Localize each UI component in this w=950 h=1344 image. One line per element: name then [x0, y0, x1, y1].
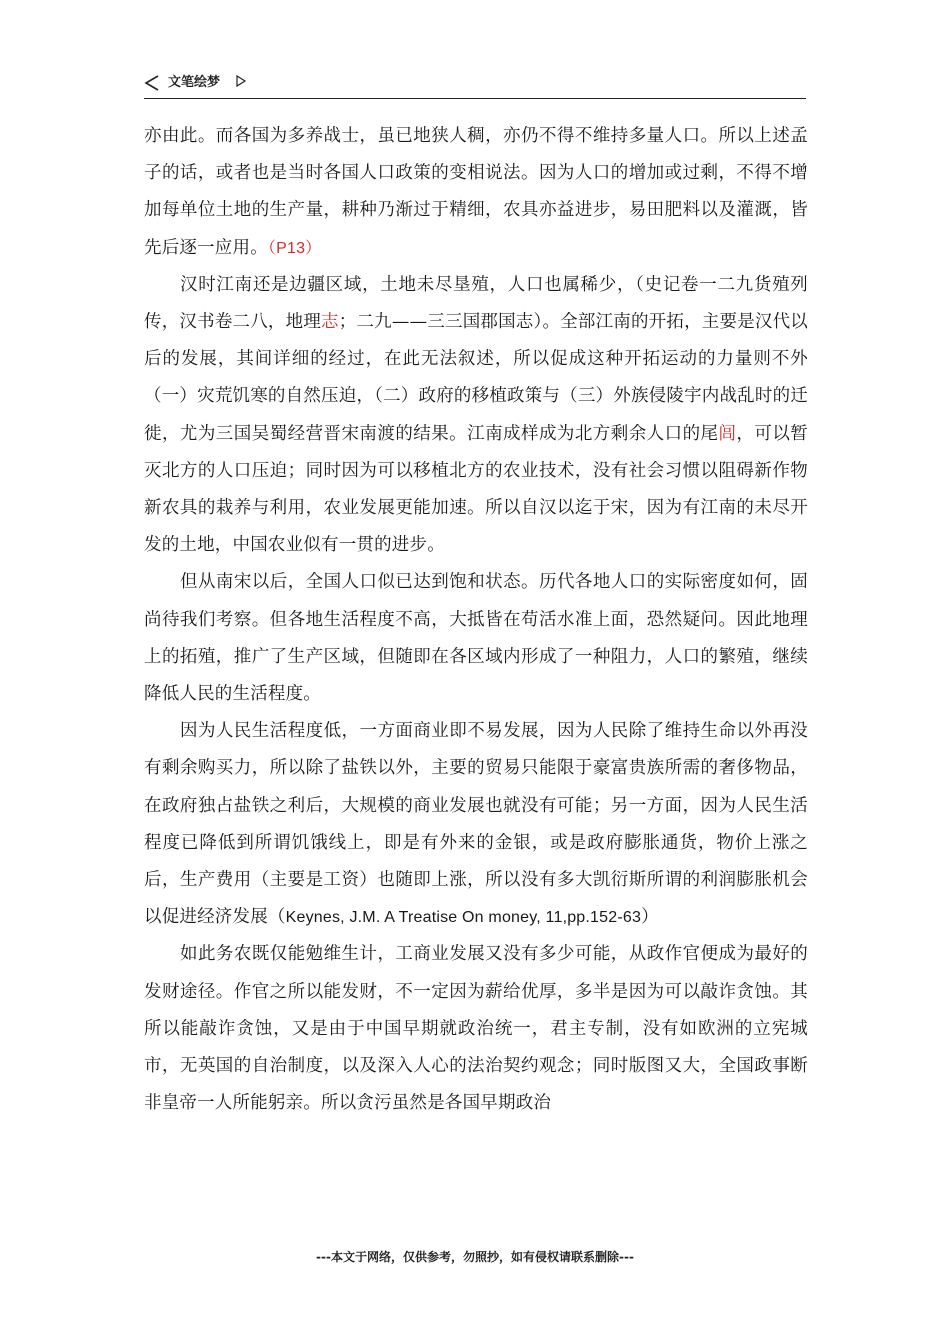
page-reference: （P13）	[267, 239, 322, 257]
paragraph-text: 因为人民生活程度低，一方面商业即不易发展，因为人民除了维持生命以外再没有剩余购买力，所以除了盐铁以外，主要的贸易只能限于豪富贵族所需的奢侈物品，在政府独占盐铁之利后，大规模的商业发展也就没有可能；另一方面，因为人民生活程度已降低到所谓饥饿线上，即是有外来的金银，或是政府膨胀通货，物价上涨之后，生产费用（主要是工资）也随即上涨，所以没有多大凯衍斯所谓的利润膨胀机会以促进经济发展（	[144, 721, 808, 928]
citation: Keynes, J.M. A Treatise On money, 11,pp.152-63	[285, 909, 642, 927]
triangle-right-icon	[235, 74, 247, 88]
paragraph-text: 但从南宋以后，全国人口似已达到饱和状态。历代各地人口的实际密度如何，固尚待我们考察。但各地生活程度不高，大抵皆在苟活水准上面，恐然疑问。因此地理上的拓殖，推广了生产区域，但随即在各区域内形成了一种阻力，人口的繁殖，继续降低人民的生活程度。	[144, 572, 808, 705]
page-footer: ---本文于网络，仅供参考，勿照抄，如有侵权请联系删除---	[316, 1250, 634, 1264]
paragraph-text: ，可以暂灭北方的人口压迫；同时因为可以移植北方的农业技术，没有社会习惯以阻碍新作物新农具的栽养与利用，农业发展更能加速。所以自汉以迄于宋，因为有江南的未尽开发的土地，中国农业似有一贯的进步。	[144, 423, 808, 556]
highlighted-char: 志	[321, 312, 339, 333]
document-body	[144, 118, 808, 1122]
page-header	[144, 70, 806, 99]
paragraph-text: 亦由此。而各国为多养战士，虽已地狭人稠，亦仍不得不维持多量人口。所以上述孟子的话，或者也是当时各国人口政策的变相说法。因为人口的增加或过剩，不得不增加每单位土地的生产量，耕种乃渐过于精细，农具亦益进步，易田肥料以及灌溉，皆先后逐一应用。	[144, 126, 808, 258]
highlighted-char: 闾	[718, 423, 737, 444]
paragraph-3	[144, 564, 808, 713]
paragraph-text: ；二九——三三国郡国志）。全部江南的开拓，主要是汉代以后的发展，其间详细的经过，在此无法叙述，所以促成这种开拓运动的力量则不外（一）灾荒饥寒的自然压迫，（二）政府的移植政策与（三）外族侵陵宇内战乱时的迁徙，尤为三国吴蜀经营晋宋南渡的结果。江南成样成为北方剩余人口的尾	[144, 312, 809, 444]
paragraph-text: 汉时江南还是边疆区域，土地未尽垦殖，人口也属稀少，（史记卷一二九货殖列传，汉书卷二八，地理	[144, 274, 808, 333]
paragraph-4	[144, 713, 808, 936]
paragraph-1	[144, 118, 808, 267]
header-title: 文笔绘梦	[168, 75, 221, 90]
paragraph-2	[144, 267, 808, 565]
paragraph-5	[144, 936, 808, 1122]
paragraph-text: 如此务农既仅能勉维生计，工商业发展又没有多少可能，从政作官便成为最好的发财途径。作官之所以能发财，不一定因为薪给优厚，多半是因为可以敲诈贪蚀。其所以能敲诈贪蚀，又是由于中国早期就政治统一，君主专制，没有如欧洲的立宪城市，无英国的自治制度，以及深入人心的法治契约观念；同时版图又大，全国政事断非皇帝一人所能躬亲。所以贪污虽然是各国早期政治	[144, 944, 808, 1114]
paragraph-text: ）	[641, 907, 659, 928]
triangle-left-icon	[144, 74, 160, 92]
